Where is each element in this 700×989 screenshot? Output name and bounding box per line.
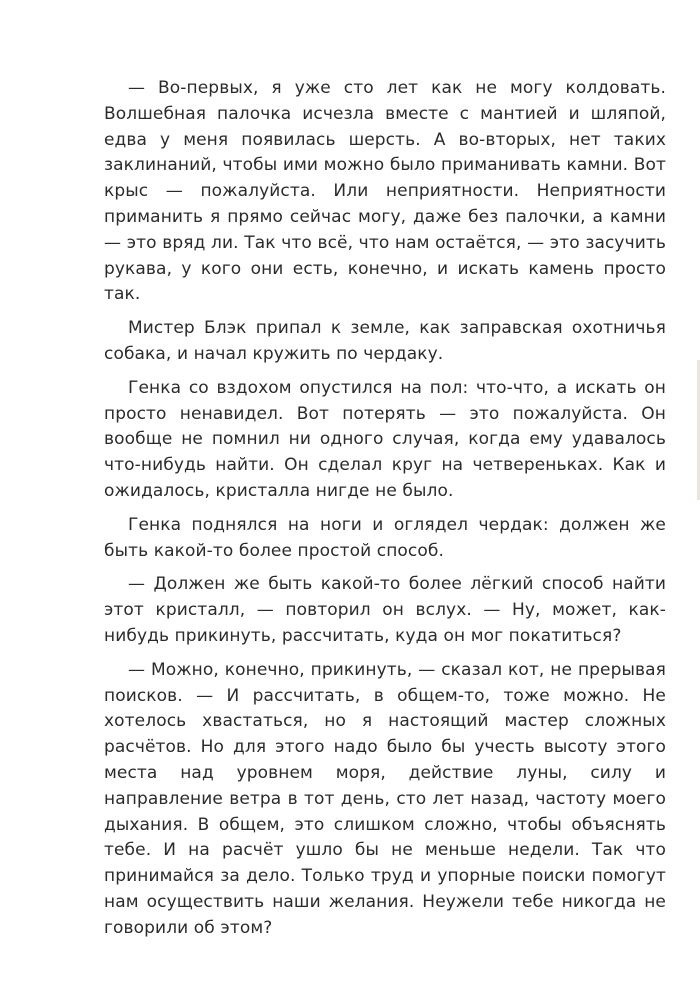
paragraph-5: — Должен же быть какой-то более лёгкий способ найти этот кристалл, — повторил он вслух. — Ну, может, как-нибудь прикинуть, рассчитать, куда он мог покатиться?: [104, 574, 666, 646]
paragraph-3: Генка со вздохом опустился на пол: что-что, а искать он просто ненавидел. Вот потерять — это пожалуйста. Он вообще не помнил ни одного случая, когда ему удавалось что-нибудь найти. Он сделал круг на четвереньках. Как и ожидалось, кристалла нигде не было.: [104, 377, 666, 501]
paragraph-1: — Во-первых, я уже сто лет как не могу колдовать. Волшебная палочка исчезла вместе с мантией и шляпой, едва у меня появилась шерсть. А во-вторых, нет таких заклинаний, чтобы ими можно было приманивать камни. Вот крыс — пожалуйста. Или неприятности. Неприятности приманить я прямо сейчас могу, даже без палочки, а камни — это вряд ли. Так что всё, что нам остаётся, — это засучить рукава, у кого они есть, конечно, и искать камень просто так.: [104, 78, 666, 305]
paragraph-2: Мистер Блэк припал к земле, как заправская охотничья собака, и начал кружить по чердаку.: [104, 318, 666, 364]
paragraph-4: Генка поднялся на ноги и оглядел чердак: должен же быть какой-то более простой способ.: [104, 514, 666, 561]
paragraph-6: — Можно, конечно, прикинуть, — сказал кот, не прерывая поисков. — И рассчитать, в общем-то, тоже можно. Не хотелось хвастаться, но я настоящий мастер сложных расчётов. Но для этого надо было бы учесть высоту этого места над уровнем моря, действие луны, силу и направление ветра в тот день, сто лет назад, частоту моего дыхания. В общем, это слишком сложно, чтобы объяснять тебе. И на расчёт ушло бы не меньше недели. Так что принимайся за дело. Только труд и упорные поиски помогут нам осуществить наши желания. Неужели тебе никогда не говорили об этом?: [104, 659, 666, 938]
body-text: [104, 76, 666, 950]
